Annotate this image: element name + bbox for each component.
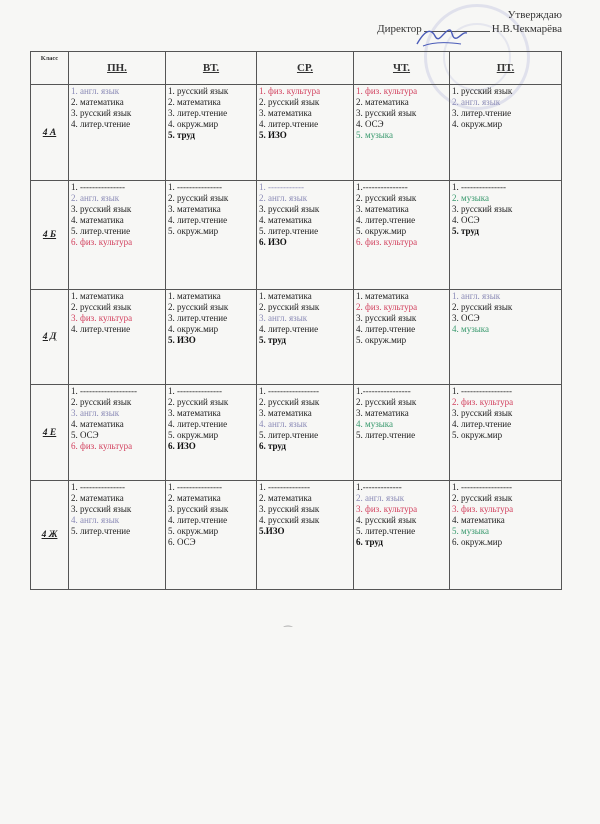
lesson-item: 5. литер.чтение [356,430,416,440]
lesson-item: 5. ОСЭ [71,430,99,440]
lesson-item: 1. математика [71,291,124,301]
lesson-item: 4. математика [71,419,124,429]
lesson-item: 1. --------------- [71,182,125,192]
lesson-item: 2. англ. язык [356,493,405,503]
lesson-item: 2. математика [356,97,409,107]
class-name: 4 Д [31,290,69,385]
lessons-cell-mon [69,85,166,181]
lesson-item: 3. англ. язык [259,313,308,323]
lessons-cell-fri [450,181,562,290]
lessons-cell-mon [69,481,166,590]
lesson-item: 3. математика [259,108,312,118]
day-header-mon: ПН. [69,52,166,85]
lessons-cell-fri [450,481,562,590]
lessons-cell-tue [166,385,257,481]
lesson-item: 1. русский язык [452,86,513,96]
class-name: 4 Ж [31,481,69,590]
lesson-item: 1. ----------------- [452,482,512,492]
lesson-item: 5. окруж.мир [356,335,407,345]
lesson-item: 4. англ. язык [71,515,120,525]
lesson-item: 4. ОСЭ [356,119,384,129]
lesson-item: 3. ОСЭ [452,313,480,323]
lesson-item: 1. ------------------- [71,386,137,396]
lesson-item: 2. русский язык [168,193,229,203]
lesson-item: 3. англ. язык [71,408,120,418]
lessons-cell-fri [450,290,562,385]
lesson-item: 4. литер.чтение [356,324,416,334]
lesson-item: 5. окруж.мир [452,430,503,440]
lesson-item: 3. русский язык [71,504,132,514]
lesson-item: 1. англ. язык [71,86,120,96]
lesson-item: 2. математика [168,493,221,503]
lesson-item: 3. физ. культура [356,504,418,514]
lesson-item: 3. математика [168,408,221,418]
lesson-item: 3. математика [356,408,409,418]
lessons-cell-thu [354,181,450,290]
lesson-item: 1. --------------- [168,482,222,492]
lesson-item: 4. музыка [356,419,394,429]
lesson-item: 2. русский язык [452,302,513,312]
lesson-item: 5. труд [452,226,479,236]
lesson-item: 2. англ. язык [452,97,501,107]
lesson-item: 1. --------------- [168,386,222,396]
lessons-cell-wed [257,290,354,385]
lesson-item: 4. русский язык [356,515,417,525]
lesson-item: 5. труд [168,130,195,140]
lesson-item: 4. окруж.мир [168,324,219,334]
lesson-item: 6. физ. культура [356,237,418,247]
lesson-item: 2. русский язык [71,397,132,407]
lessons-cell-tue [166,481,257,590]
lesson-item: 4. русский язык [259,515,320,525]
lesson-item: 4. математика [452,515,505,525]
day-header-tue: ВТ. [166,52,257,85]
lesson-item: 4. окруж.мир [168,119,219,129]
lesson-item: 2. математика [168,97,221,107]
lesson-item: 6. физ. культура [71,441,133,451]
lesson-item: 5. труд [259,335,286,345]
signature-icon [413,24,469,50]
lessons-cell-thu [354,290,450,385]
lesson-item: 3. литер.чтение [168,313,228,323]
lesson-item: 1. математика [259,291,312,301]
lesson-item: 3. русский язык [259,504,320,514]
lesson-item: 6. физ. культура [71,237,133,247]
lesson-item: 3. русский язык [356,313,417,323]
lessons-cell-tue [166,85,257,181]
class-name: 4 А [31,85,69,181]
lesson-item: 3. русский язык [71,204,132,214]
lesson-item: 1. --------------- [168,182,222,192]
lesson-item: 3. русский язык [71,108,132,118]
lesson-item: 5. литер.чтение [71,226,131,236]
lesson-item: 1. ----------------- [259,386,319,396]
lessons-cell-wed [257,181,354,290]
lesson-item: 1. математика [356,291,409,301]
lesson-item: 2. русский язык [71,302,132,312]
lesson-item: 4. англ. язык [259,419,308,429]
lessons-cell-thu [354,481,450,590]
lesson-item: 3. математика [168,204,221,214]
lessons-cell-fri [450,85,562,181]
lesson-item: 6. труд [356,537,383,547]
lesson-item: 1. --------------- [71,482,125,492]
lesson-item: 5. окруж.мир [168,226,219,236]
lesson-item: 2. русский язык [168,397,229,407]
lesson-item: 5. окруж.мир [168,526,219,536]
class-row [31,290,562,385]
lesson-item: 2. русский язык [356,397,417,407]
lesson-item: 6. труд [259,441,286,451]
lesson-item: 4. литер.чтение [168,515,228,525]
schedule-table [30,51,562,590]
lesson-item: 5. музыка [356,130,394,140]
lesson-item: 2. русский язык [259,97,320,107]
lesson-item: 3. математика [259,408,312,418]
lesson-item: 3. русский язык [452,408,513,418]
lesson-item: 1. --------------- [452,182,506,192]
lesson-item: 2. математика [259,493,312,503]
lesson-item: 3. физ. культура [71,313,133,323]
lesson-item: 2. англ. язык [259,193,308,203]
class-row [31,181,562,290]
lessons-cell-mon [69,181,166,290]
lesson-item: 2. физ. культура [356,302,418,312]
lessons-cell-fri [450,385,562,481]
lesson-item: 2. музыка [452,193,490,203]
lesson-item: 1. ------------ [259,182,304,192]
lesson-item: 3. русский язык [168,504,229,514]
header-row [31,52,562,85]
scan-mark: ⁀ [284,627,293,638]
lesson-item: 5. окруж.мир [356,226,407,236]
lesson-item: 6. окруж.мир [452,537,503,547]
lesson-item: 2. русский язык [168,302,229,312]
day-header-wed: СР. [257,52,354,85]
lesson-item: 4. математика [259,215,312,225]
lesson-item: 6. ИЗО [168,441,196,451]
lesson-item: 2. русский язык [259,302,320,312]
day-header-fri: ПТ. [450,52,562,85]
lesson-item: 4. литер.чтение [168,419,228,429]
lesson-item: 3. математика [356,204,409,214]
class-row [31,385,562,481]
lesson-item: 3. литер.чтение [452,108,512,118]
director-label: Директор [377,23,422,35]
lesson-item: 5. окруж.мир [168,430,219,440]
class-name: 4 Е [31,385,69,481]
lesson-item: 4. окруж.мир [452,119,503,129]
lesson-item: 5. музыка [452,526,490,536]
lesson-item: 2. физ. культура [452,397,514,407]
lesson-item: 5. литер.чтение [71,526,131,536]
lessons-cell-wed [257,385,354,481]
lessons-cell-wed [257,481,354,590]
lessons-cell-mon [69,385,166,481]
class-column-header: Класс [31,52,69,85]
lesson-item: 1. ----------------- [452,386,512,396]
lesson-item: 1. математика [168,291,221,301]
director-line [377,22,562,36]
lesson-item: 1. физ. культура [356,86,418,96]
lesson-item: 4. музыка [452,324,490,334]
lesson-item: 4. литер.чтение [71,119,131,129]
lesson-item: 4. литер.чтение [259,324,319,334]
lesson-item: 3. русский язык [356,108,417,118]
class-row [31,481,562,590]
lesson-item: 2. русский язык [452,493,513,503]
lesson-item: 4. литер.чтение [168,215,228,225]
lesson-item: 2. русский язык [356,193,417,203]
lesson-item: 4. литер.чтение [71,324,131,334]
approval-block [377,8,562,36]
lesson-item: 5. ИЗО [259,130,287,140]
lesson-item: 3. физ. культура [452,504,514,514]
lessons-cell-wed [257,85,354,181]
lesson-item: 3. русский язык [452,204,513,214]
lesson-item: 2. математика [71,97,124,107]
lesson-item: 1. -------------- [259,482,310,492]
lesson-item: 3. русский язык [259,204,320,214]
director-name: Н.В.Чекмарёва [491,23,562,35]
lesson-item: 1.---------------- [356,386,411,396]
lesson-item: 2. математика [71,493,124,503]
lessons-cell-mon [69,290,166,385]
lesson-item: 5. литер.чтение [259,430,319,440]
lesson-item: 6. ИЗО [259,237,287,247]
lesson-item: 5. ИЗО [168,335,196,345]
lessons-cell-thu [354,385,450,481]
lesson-item: 4. литер.чтение [356,215,416,225]
lesson-item: 5. литер.чтение [356,526,416,536]
lesson-item: 1. русский язык [168,86,229,96]
lesson-item: 5. литер.чтение [259,226,319,236]
lesson-item: 1. физ. культура [259,86,321,96]
lesson-item: 2. англ. язык [71,193,120,203]
lesson-item: 4. математика [71,215,124,225]
lessons-cell-tue [166,290,257,385]
lessons-cell-thu [354,85,450,181]
lesson-item: 1.--------------- [356,182,408,192]
lesson-item: 3. литер.чтение [168,108,228,118]
lesson-item: 4. литер.чтение [259,119,319,129]
lesson-item: 6. ОСЭ [168,537,196,547]
lesson-item: 1. англ. язык [452,291,501,301]
class-row [31,85,562,181]
day-header-thu: ЧТ. [354,52,450,85]
lessons-cell-tue [166,181,257,290]
lesson-item: 1.------------- [356,482,402,492]
lesson-item: 2. русский язык [259,397,320,407]
lesson-item: 4. литер.чтение [452,419,512,429]
lesson-item: 5.ИЗО [259,526,285,536]
approval-title: Утверждаю [507,9,562,21]
lesson-item: 4. ОСЭ [452,215,480,225]
class-name: 4 Б [31,181,69,290]
